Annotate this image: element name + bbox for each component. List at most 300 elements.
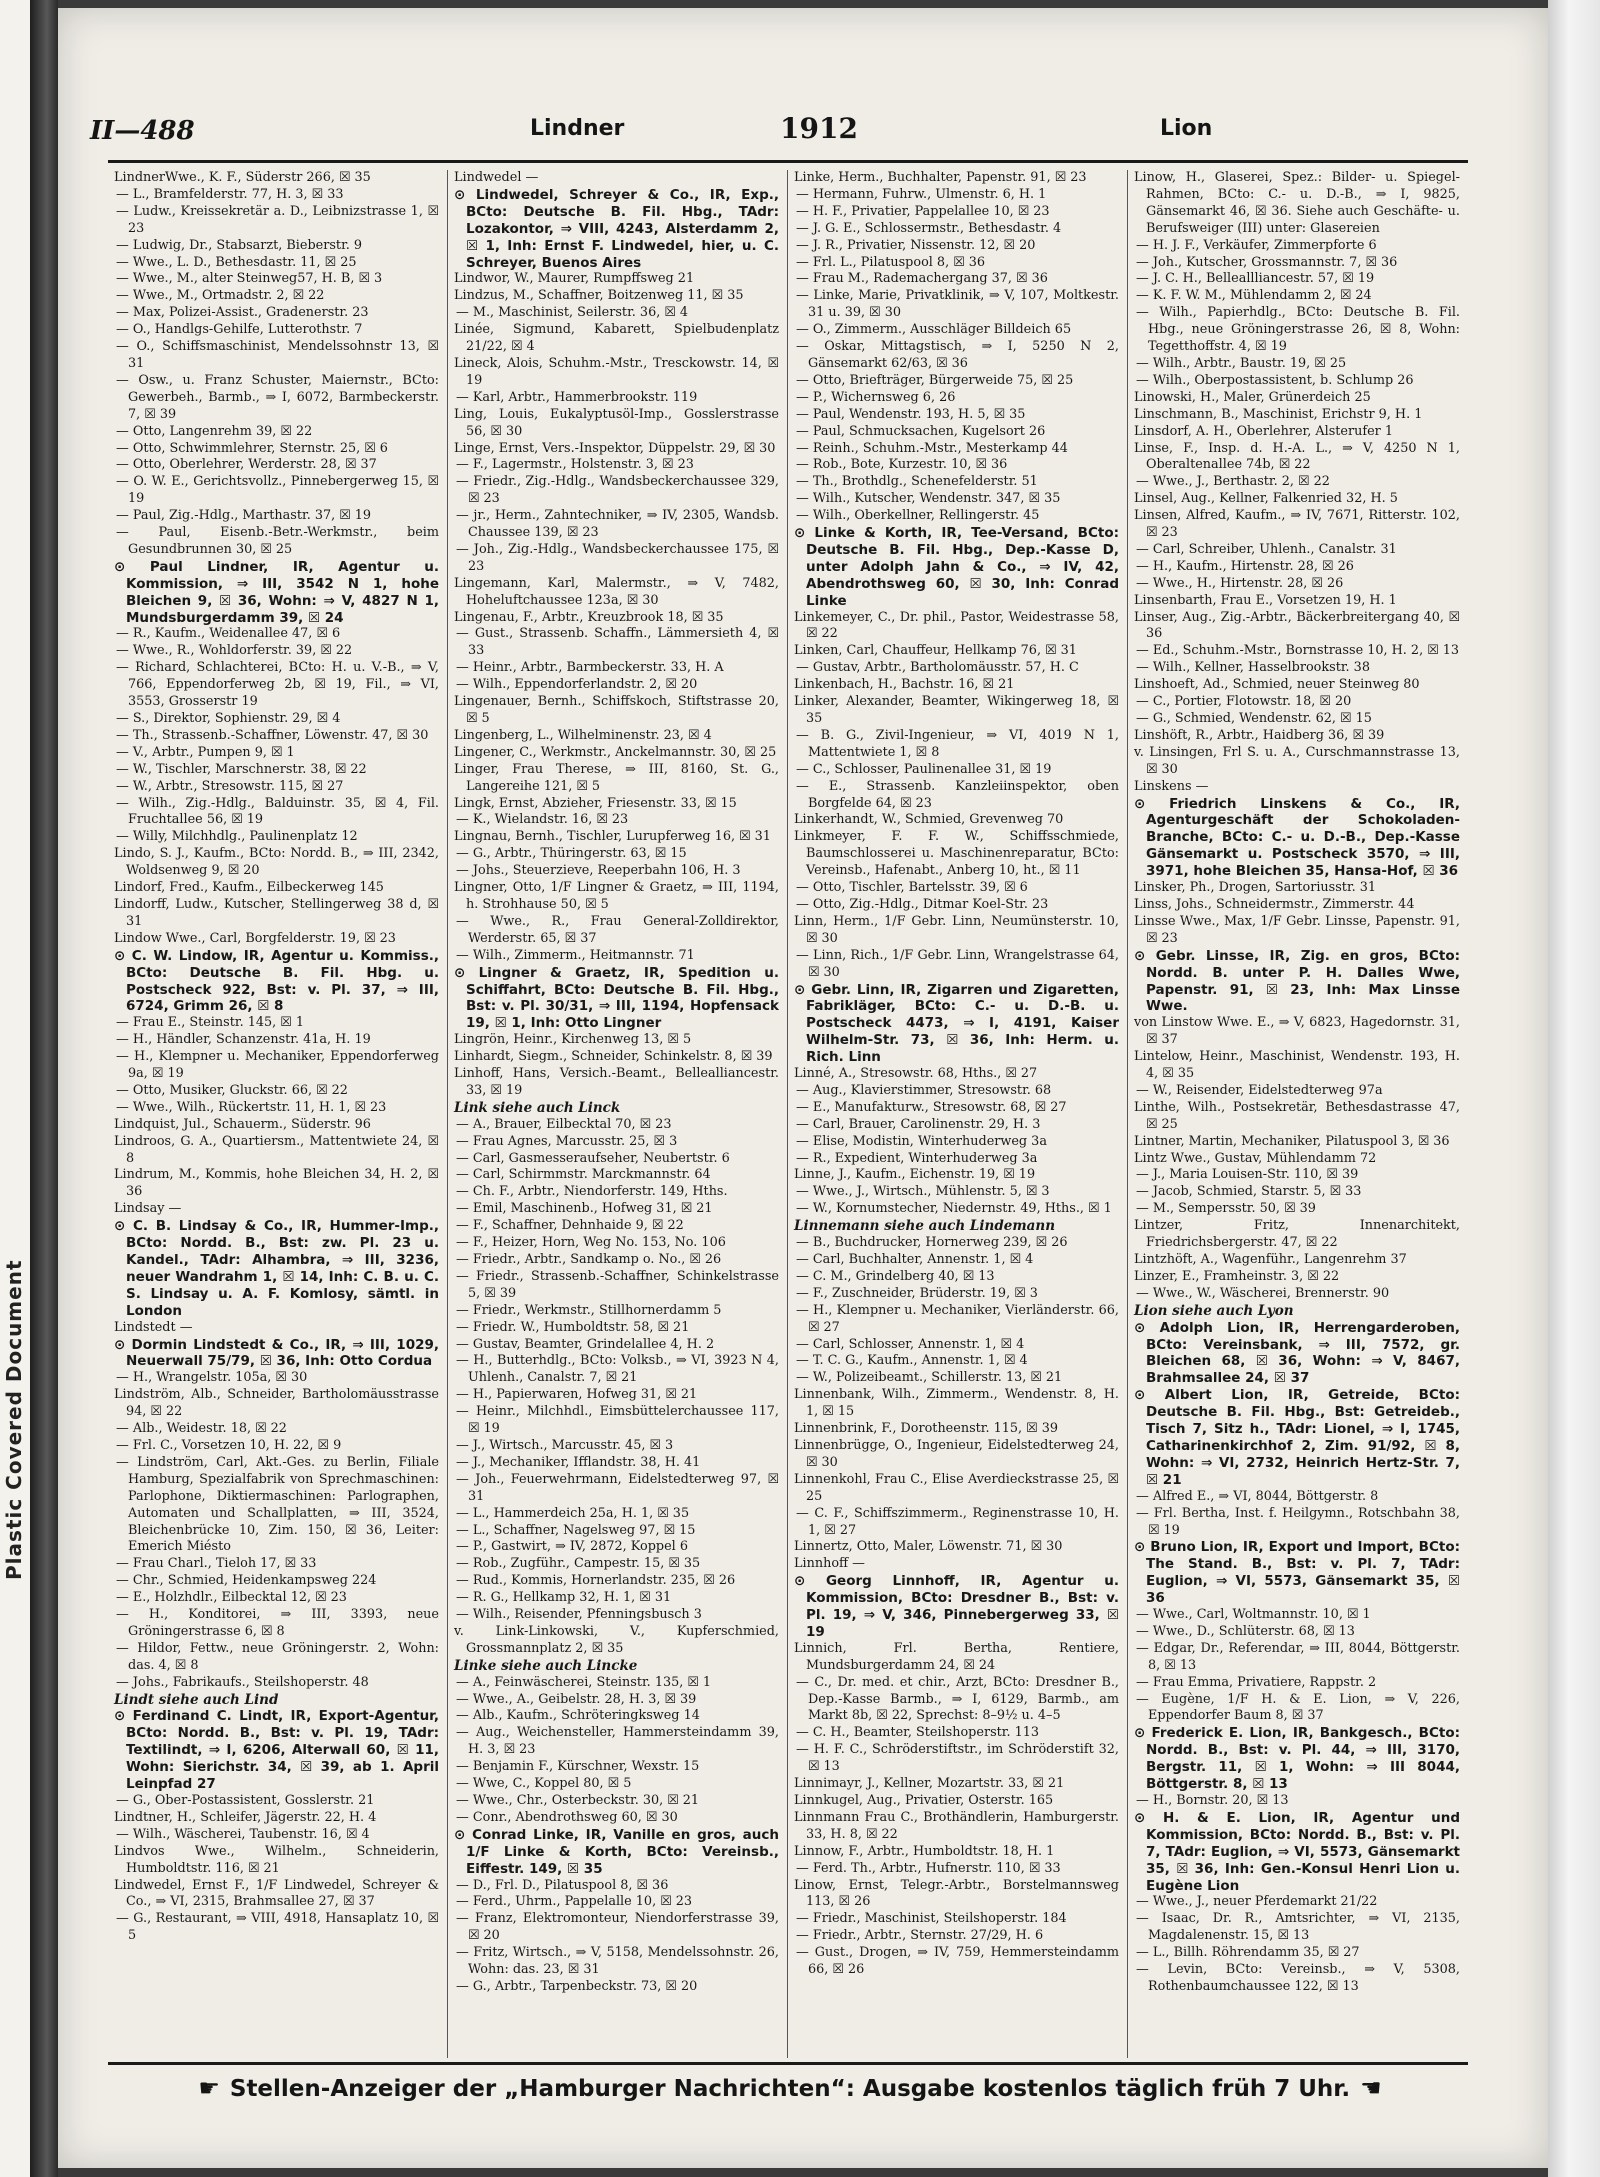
- directory-entry: — F., Schaffner, Dehnhaide 9, ☒ 22: [456, 1218, 684, 1234]
- directory-entry: — Th., Brothdlg., Schenefelderstr. 51: [796, 474, 1038, 490]
- directory-entry: Linnkugel, Aug., Privatier, Osterstr. 165: [794, 1793, 1054, 1808]
- directory-entry: Linsse Wwe., Max, 1/F Gebr. Linsse, Papenstr. 91, ☒ 23: [1134, 913, 1460, 946]
- directory-entry: — Ferd., Uhrm., Pappelalle 10, ☒ 23: [456, 1894, 693, 1910]
- directory-entry: — Ferd. Th., Arbtr., Hufnerstr. 110, ☒ 33: [796, 1860, 1061, 1876]
- directory-entry: — Carl, Brauer, Carolinenstr. 29, H. 3: [796, 1116, 1041, 1132]
- directory-entry: — Alfred E., ⇒ VI, 8044, Böttgerstr. 8: [1136, 1488, 1379, 1504]
- directory-entry: Linschmann, B., Maschinist, Erichstr 9, H. 1: [1134, 406, 1423, 422]
- directory-entry: Linkemeyer, C., Dr. phil., Pastor, Weidestrasse 58, ☒ 22: [794, 609, 1119, 642]
- directory-entry: Lintzer, Fritz, Innenarchitekt, Friedrichsbergerstr. 47, ☒ 22: [1134, 1218, 1460, 1251]
- directory-entry: — Frau Charl., Tieloh 17, ☒ 33: [116, 1556, 317, 1572]
- directory-entry: — Frau Emma, Privatiere, Rappstr. 2: [1136, 1674, 1377, 1690]
- directory-entry: Linhardt, Siegm., Schneider, Schinkelstr. 8, ☒ 39: [454, 1049, 773, 1065]
- directory-entry: — H., Konditorei, ⇒ III, 3393, neue Gröningerstrasse 6, ☒ 8: [116, 1607, 439, 1639]
- directory-entry: — L., Hammerdeich 25a, H. 1, ☒ 35: [456, 1505, 690, 1521]
- directory-entry: — Otto, Langenrehm 39, ☒ 22: [116, 423, 313, 439]
- directory-entry: Lindstedt —: [114, 1319, 193, 1335]
- pointing-hand-icon: ☛: [198, 2074, 220, 2102]
- directory-entry: — H., Wrangelstr. 105a, ☒ 30: [116, 1370, 308, 1386]
- directory-entry: Lindorf, Fred., Kaufm., Eilbeckerweg 145: [114, 880, 384, 896]
- directory-entry: — Wilh., Kellner, Hasselbrookstr. 38: [1136, 660, 1370, 676]
- directory-entry: Lintelow, Heinr., Maschinist, Wendenstr. 193, H. 4, ☒ 35: [1134, 1049, 1460, 1082]
- directory-entry: — P., Gastwirt, ⇒ IV, 2872, Koppel 6: [456, 1539, 688, 1555]
- directory-entry: Lindorff, Ludw., Kutscher, Stellingerweg 38 d, ☒ 31: [114, 896, 439, 929]
- directory-entry: Linshöft, R., Arbtr., Haidberg 36, ☒ 39: [1134, 727, 1385, 743]
- directory-entry: ⊙ Bruno Lion, IR, Export und Import, BCto: The Stand. B., Bst: v. Pl. 7, TAdr: Euglion, ⇒ VI, 5573, Gänsemarkt 35, ☒ 36: [1134, 1539, 1460, 1607]
- directory-entry: — Wilh., Reisender, Pfenningsbusch 3: [456, 1607, 702, 1623]
- page-header: [90, 110, 1450, 154]
- directory-entry: — W., Tischler, Marschnerstr. 38, ☒ 22: [116, 761, 367, 777]
- directory-entry: — Paul, Schmucksachen, Kugelsort 26: [796, 423, 1046, 439]
- directory-entry: Lingemann, Karl, Malermstr., ⇒ V, 7482, Hoheluftchaussee 123a, ☒ 30: [454, 575, 779, 608]
- directory-entry: — Th., Strassenb.-Schaffner, Löwenstr. 47, ☒ 30: [116, 727, 429, 743]
- directory-entry: ⊙ Lingner & Graetz, IR, Spedition u. Schiffahrt, BCto: Deutsche B. Fil. Hbg., Bst: v. Pl. 30/31, ⇒ III, 1194, Hopfensack 19, ☒ 1, Inh: Otto Lingner: [454, 964, 779, 1032]
- directory-entry: Linhoff, Hans, Versich.-Beamt., Bellealliancestr. 33, ☒ 19: [454, 1066, 779, 1098]
- directory-entry: — F., Zuschneider, Brüderstr. 19, ☒ 3: [796, 1285, 1038, 1301]
- directory-entry: ⊙ Conrad Linke, IR, Vanille en gros, auch 1/F Linke & Korth, BCto: Vereinsb., Eiffestr. 149, ☒ 35: [454, 1826, 779, 1877]
- directory-entry: — Johs., Steuerzieve, Reeperbahn 106, H. 3: [456, 863, 741, 879]
- directory-column-1: [108, 170, 448, 2058]
- directory-entry: — Wilh., Papierhdlg., BCto: Deutsche B. Fil. Hbg., neue Gröningerstrasse 26, ☒ 8, Wohn: Tegetthoffstr. 4, ☒ 19: [1136, 305, 1460, 355]
- directory-entry: ⊙ Dormin Lindstedt & Co., IR, ⇒ III, 1029, Neuerwall 75/79, ☒ 36, Inh: Otto Cordua: [114, 1336, 439, 1370]
- directory-entry: — H., Kaufm., Hirtenstr. 28, ☒ 26: [1136, 558, 1354, 574]
- directory-entry: — Hildor, Fettw., neue Gröningerstr. 2, Wohn: das. 4, ☒ 8: [116, 1640, 439, 1673]
- directory-column-3: [788, 170, 1128, 2058]
- directory-entry: — C. H., Beamter, Steilshoperstr. 113: [796, 1725, 1040, 1741]
- directory-entry: — Otto, Briefträger, Bürgerweide 75, ☒ 25: [796, 372, 1074, 388]
- directory-entry: — P., Wichernsweg 6, 26: [796, 389, 956, 405]
- directory-entry: Linser, Aug., Zig.-Arbtr., Bäckerbreitergang 40, ☒ 36: [1134, 609, 1460, 642]
- directory-entry: — C., Schlosser, Paulinenallee 31, ☒ 19: [796, 761, 1052, 777]
- directory-entry: — Chr., Schmied, Heidenkampsweg 224: [116, 1573, 377, 1589]
- directory-entry: — Wwe., M., Ortmadstr. 2, ☒ 22: [116, 288, 325, 304]
- directory-entry: Lindo, S. J., Kaufm., BCto: Nordd. B., ⇒ III, 2342, Woldsenweg 9, ☒ 20: [114, 846, 439, 879]
- directory-entry: — Hermann, Fuhrw., Ulmenstr. 6, H. 1: [796, 186, 1047, 202]
- directory-entry: — Alb., Kaufm., Schröteringksweg 14: [456, 1708, 700, 1724]
- directory-entry: — Wwe., Chr., Osterbeckstr. 30, ☒ 21: [456, 1793, 700, 1808]
- directory-entry: Linger, Frau Therese, ⇒ III, 8160, St. G., Langereihe 121, ☒ 5: [454, 761, 779, 794]
- directory-entry: — Wwe., Wilh., Rückertstr. 11, H. 1, ☒ 23: [116, 1099, 387, 1115]
- directory-entry: ⊙ Paul Lindner, IR, Agentur u. Kommission, ⇒ III, 3542 N 1, hohe Bleichen 9, ☒ 36, Wohn: ⇒ V, 4827 N 1, Mundsburgerdamm 39, ☒ 24: [114, 558, 439, 626]
- directory-entry: — H., Bornstr. 20, ☒ 13: [1136, 1793, 1289, 1808]
- directory-entry: — Friedr., Arbtr., Sternstr. 27/29, H. 6: [796, 1928, 1044, 1944]
- directory-entry: Lingener, C., Werkmstr., Anckelmannstr. 30, ☒ 25: [454, 744, 777, 760]
- directory-entry: — J., Mechaniker, Ifflandstr. 38, H. 41: [456, 1454, 701, 1470]
- directory-entry: — Friedr., Maschinist, Steilshoperstr. 184: [796, 1911, 1067, 1927]
- directory-entry: — Friedr. W., Humboldtstr. 58, ☒ 21: [456, 1319, 690, 1335]
- left-document-strip: [0, 0, 32, 2177]
- directory-entry: — M., Sempersstr. 50, ☒ 39: [1136, 1201, 1316, 1217]
- pointing-hand-icon: ☚: [1360, 2074, 1382, 2102]
- directory-entry: Linnhoff —: [794, 1556, 865, 1572]
- directory-entry: — Aug., Weichensteller, Hammersteindamm 39, H. 3, ☒ 23: [456, 1725, 779, 1758]
- directory-entry: Lintner, Martin, Mechaniker, Pilatuspool 3, ☒ 36: [1134, 1133, 1450, 1149]
- directory-entry: — Reinh., Schuhm.-Mstr., Mesterkamp 44: [796, 440, 1068, 456]
- directory-entry: — Linn, Rich., 1/F Gebr. Linn, Wrangelstrasse 64, ☒ 30: [796, 947, 1119, 980]
- directory-entry: Linnenbank, Wilh., Zimmerm., Wendenstr. 8, H. 1, ☒ 15: [794, 1387, 1119, 1420]
- directory-entry: — J. G. E., Schlossermstr., Bethesdastr. 4: [796, 220, 1062, 236]
- directory-entry: — H. F., Privatier, Pappelallee 10, ☒ 23: [796, 203, 1050, 219]
- directory-entry: Linnimayr, J., Kellner, Mozartstr. 33, ☒ 21: [794, 1776, 1065, 1792]
- directory-entry: ⊙ C. W. Lindow, IR, Agentur u. Kommiss., BCto: Deutsche B. Fil. Hbg. u. Postscheck 922, Bst: v. Pl. 37, ⇒ III, 6724, Grimm 26, ☒ 8: [114, 947, 439, 1015]
- directory-entry: Linnertz, Otto, Maler, Löwenstr. 71, ☒ 30: [794, 1539, 1063, 1555]
- directory-entry: Linnenbrügge, O., Ingenieur, Eidelstedterweg 24, ☒ 30: [794, 1437, 1119, 1470]
- directory-entry: — V., Arbtr., Pumpen 9, ☒ 1: [116, 744, 295, 760]
- directory-entry: — Friedr., Arbtr., Sandkamp o. No., ☒ 26: [456, 1252, 722, 1267]
- directory-entry: — W., Reisender, Eidelstedterweg 97a: [1136, 1082, 1383, 1098]
- directory-entry: — Wwe., R., Wohldorferstr. 39, ☒ 22: [116, 643, 353, 659]
- directory-entry: ⊙ H. & E. Lion, IR, Agentur und Kommission, BCto: Nordd. B., Bst: v. Pl. 7, TAdr: Euglion, ⇒ VI, 5573, Gänsemarkt 35, ☒ 36, Inh: Gen.-Konsul Henri Lion u. Eugène Lion: [1134, 1809, 1460, 1894]
- directory-entry: Lindwedel —: [454, 170, 539, 185]
- directory-entry: — Heinr., Milchhdl., Eimsbüttelerchaussee 117, ☒ 19: [456, 1404, 779, 1437]
- directory-entry: LindnerWwe., K. F., Süderstr 266, ☒ 35: [114, 170, 371, 185]
- directory-entry: Linn, Herm., 1/F Gebr. Linn, Neumünsterstr. 10, ☒ 30: [794, 913, 1119, 946]
- directory-entry: — Otto, Zig.-Hdlg., Ditmar Koel-Str. 23: [796, 896, 1049, 912]
- directory-entry: ⊙ Gebr. Linsse, IR, Zig. en gros, BCto: Nordd. B. unter P. H. Dalles Wwe, Papenstr. 91, ☒ 23, Inh: Max Linsse Wwe.: [1134, 947, 1460, 1015]
- directory-entry: — Wwe., Carl, Woltmannstr. 10, ☒ 1: [1136, 1607, 1371, 1623]
- directory-entry: — Paul, Wendenstr. 193, H. 5, ☒ 35: [796, 406, 1026, 422]
- directory-entry: Lindzus, M., Schaffner, Boitzenweg 11, ☒ 35: [454, 288, 744, 304]
- directory-entry: — O., Zimmerm., Ausschläger Billdeich 65: [796, 322, 1072, 338]
- directory-entry: — Richard, Schlachterei, BCto: H. u. V.-B., ⇒ V, 766, Eppendorferweg 2b, ☒ 19, Fil., ⇒ VI, 3553, Grosserstr 19: [116, 660, 439, 710]
- directory-entry: Linnemann siehe auch Lindemann: [794, 1218, 1056, 1235]
- directory-entry: Linke siehe auch Lincke: [454, 1657, 638, 1674]
- directory-entry: Lindwor, W., Maurer, Rumpffsweg 21: [454, 271, 695, 287]
- directory-column-2: [448, 170, 788, 2058]
- directory-entry: — Frl. L., Pilatuspool 8, ☒ 36: [796, 254, 986, 270]
- directory-entry: — Friedr., Werkmstr., Stillhornerdamm 5: [456, 1302, 722, 1318]
- last-name-header: Lion: [1160, 116, 1213, 141]
- directory-entry: ⊙ Adolph Lion, IR, Herrengarderoben, BCto: Vereinsbank, ⇒ III, 7572, gr. Bleichen 68, ☒ 36, Wohn: ⇒ V, 8467, Brahmsallee 24, ☒ 37: [1134, 1319, 1460, 1387]
- directory-entry: Lion siehe auch Lyon: [1134, 1302, 1294, 1319]
- directory-entry: — Wilh., Oberpostassistent, b. Schlump 26: [1136, 372, 1414, 388]
- directory-entry: — Gustav, Beamter, Grindelallee 4, H. 2: [456, 1336, 715, 1352]
- directory-entry: Lintzhöft, A., Wagenführ., Langenrehm 37: [1134, 1252, 1407, 1267]
- directory-entry: — Wwe., W., Wäscherei, Brennerstr. 90: [1136, 1285, 1390, 1301]
- directory-entry: — Paul, Zig.-Hdlg., Marthastr. 37, ☒ 19: [116, 508, 372, 524]
- directory-entry: — Wilh., Wäscherei, Taubenstr. 16, ☒ 4: [116, 1826, 370, 1842]
- directory-entry: — H. J. F., Verkäufer, Zimmerpforte 6: [1136, 237, 1377, 253]
- directory-entry: — Wwe., D., Schlüterstr. 68, ☒ 13: [1136, 1623, 1355, 1639]
- directory-entry: Link siehe auch Linck: [454, 1099, 621, 1116]
- directory-entry: — S., Direktor, Sophienstr. 29, ☒ 4: [116, 711, 341, 726]
- directory-entry: Lindrum, M., Kommis, hohe Bleichen 34, H. 2, ☒ 36: [114, 1167, 439, 1200]
- directory-entry: von Linstow Wwe. E., ⇒ V, 6823, Hagedornstr. 31, ☒ 37: [1134, 1015, 1460, 1048]
- directory-entry: Lindroos, G. A., Quartiersm., Mattentwiete 24, ☒ 8: [114, 1133, 439, 1166]
- directory-entry: — O. W. E., Gerichtsvollz., Pinnebergerweg 15, ☒ 19: [116, 474, 439, 507]
- directory-entry: — Wwe., M., alter Steinweg57, H. B, ☒ 3: [116, 271, 383, 287]
- directory-entry: ⊙ Gebr. Linn, IR, Zigarren und Zigaretten, Fabrikläger, BCto: C.- u. D.-B. u. Postscheck 4473, ⇒ I, 4191, Kaiser Wilhelm-Str. 73, ☒ 36, Inh: Herm. u. Rich. Linn: [794, 981, 1119, 1066]
- directory-entry: Linkmeyer, F. F. W., Schiffsschmiede, Baumschlosserei u. Maschinenreparatur, BCto: Vereinsb., Hafenabt., Anberg 10, ht., ☒ 11: [794, 829, 1119, 879]
- directory-entry: — H., Klempner u. Mechaniker, Vierländerstr. 66, ☒ 27: [796, 1302, 1119, 1335]
- directory-entry: — G., Arbtr., Thüringerstr. 63, ☒ 15: [456, 846, 687, 862]
- directory-entry: — Gust., Drogen, ⇒ IV, 759, Hemmersteindamm 66, ☒ 26: [796, 1945, 1119, 1978]
- directory-entry: Linskens —: [1134, 778, 1209, 794]
- directory-entry: — Wilh., Eppendorferlandstr. 2, ☒ 20: [456, 677, 698, 693]
- directory-entry: Lingnau, Bernh., Tischler, Lurupferweg 16, ☒ 31: [454, 829, 771, 845]
- directory-entry: — Carl, Gasmesseraufseher, Neubertstr. 6: [456, 1150, 730, 1166]
- directory-entry: — Isaac, Dr. R., Amtsrichter, ⇒ VI, 2135, Magdalenenstr. 15, ☒ 13: [1136, 1911, 1460, 1944]
- directory-entry: — Rob., Bote, Kurzestr. 10, ☒ 36: [796, 457, 1008, 473]
- directory-entry: — O., Schiffsmaschinist, Mendelssohnstr 13, ☒ 31: [116, 339, 439, 371]
- directory-entry: — W., Polizeibeamt., Schillerstr. 13, ☒ 21: [796, 1370, 1063, 1386]
- directory-entry: Linne, J., Kaufm., Eichenstr. 19, ☒ 19: [794, 1167, 1036, 1183]
- directory-entry: — H., Papierwaren, Hofweg 31, ☒ 21: [456, 1387, 698, 1403]
- directory-entry: — G., Restaurant, ⇒ VIII, 4918, Hansaplatz 10, ☒ 5: [116, 1911, 439, 1944]
- directory-entry: Linzer, E., Framheinstr. 3, ☒ 22: [1134, 1268, 1340, 1284]
- directory-entry: — B. G., Zivil-Ingenieur, ⇒ VI, 4019 N 1, Mattentwiete 1, ☒ 8: [796, 727, 1119, 760]
- directory-entry: — C. F., Schiffszimmerm., Reginenstrasse 10, H. 1, ☒ 27: [796, 1505, 1119, 1538]
- directory-entry: — Wilh., Oberkellner, Rellingerstr. 45: [796, 508, 1040, 524]
- directory-entry: Linge, Ernst, Vers.-Inspektor, Düppelstr. 29, ☒ 30: [454, 440, 776, 456]
- directory-entry: — Joh., Kutscher, Grossmannstr. 7, ☒ 36: [1136, 254, 1398, 270]
- directory-entry: — R. G., Hellkamp 32, H. 1, ☒ 31: [456, 1590, 672, 1606]
- directory-entry: Linnenkohl, Frau C., Elise Averdieckstrasse 25, ☒ 25: [794, 1471, 1119, 1504]
- directory-entry: Ling, Louis, Eukalyptusöl-Imp., Gosslerstrasse 56, ☒ 30: [454, 406, 779, 439]
- directory-entry: — Rob., Zugführ., Campestr. 15, ☒ 35: [456, 1556, 701, 1572]
- directory-entry: — F., Heizer, Horn, Weg No. 153, No. 106: [456, 1235, 726, 1251]
- directory-entry: — Frau Agnes, Marcusstr. 25, ☒ 3: [456, 1133, 678, 1149]
- directory-entry: — A., Feinwäscherei, Steinstr. 135, ☒ 1: [456, 1674, 712, 1690]
- directory-entry: — Wilh., Kutscher, Wendenstr. 347, ☒ 35: [796, 491, 1061, 507]
- directory-entry: — H. F. C., Schröderstiftstr., im Schröderstift 32, ☒ 13: [796, 1742, 1119, 1775]
- directory-entry: — L., Billh. Röhrendamm 35, ☒ 27: [1136, 1945, 1360, 1961]
- directory-entry: — Wwe., A., Geibelstr. 28, H. 3, ☒ 39: [456, 1691, 697, 1707]
- directory-entry: — Emil, Maschinenb., Hofweg 31, ☒ 21: [456, 1201, 713, 1217]
- page-edge: [1548, 0, 1600, 2177]
- directory-entry: — Carl, Buchhalter, Annenstr. 1, ☒ 4: [796, 1252, 1034, 1267]
- directory-entry: — Wwe., L. D., Bethesdastr. 11, ☒ 25: [116, 254, 357, 270]
- directory-entry: — C., Portier, Flotowstr. 18, ☒ 20: [1136, 694, 1352, 710]
- directory-entry: Lineck, Alois, Schuhm.-Mstr., Tresckowstr. 14, ☒ 19: [454, 355, 779, 388]
- directory-entry: — Carl, Schlosser, Annenstr. 1, ☒ 4: [796, 1336, 1025, 1352]
- directory-entry: — H., Butterhdlg., BCto: Volksb., ⇒ VI, 3923 N 4, Uhlenh., Canalstr. 7, ☒ 21: [456, 1353, 779, 1386]
- directory-entry: — Lindström, Carl, Akt.-Ges. zu Berlin, Filiale Hamburg, Spezialfabrik von Sprechmaschinen: Parlophone, Diktiermaschinen: Parlographen, Automaten und Schallplatten, ⇒ III, 3524, Bleichenbrücke 10, Zim. 150, ☒ 36, Leiter: Emerich Miésto: [116, 1454, 439, 1555]
- directory-entry: — E., Strassenb. Kanzleiinspektor, oben Borgfelde 64, ☒ 23: [796, 778, 1119, 811]
- directory-entry: — H., Klempner u. Mechaniker, Eppendorferweg 9a, ☒ 19: [116, 1049, 439, 1082]
- footer-ad-text: Stellen-Anzeiger der „Hamburger Nachrichten“: Ausgabe kostenlos täglich früh 7 Uhr.: [229, 2076, 1351, 2102]
- directory-entry: — Frl. C., Vorsetzen 10, H. 22, ☒ 9: [116, 1437, 342, 1453]
- directory-entry: ⊙ Georg Linnhoff, IR, Agentur u. Kommission, BCto: Dresdner B., Bst: v. Pl. 19, ⇒ V, 346, Pinnebergerweg 33, ☒ 19: [794, 1573, 1119, 1640]
- directory-entry: — W., Kornumstecher, Niedernstr. 49, Hths., ☒ 1: [796, 1201, 1112, 1217]
- directory-entry: — Wwe., R., Frau General-Zolldirektor, Werderstr. 65, ☒ 37: [456, 913, 779, 946]
- directory-entry: Lindquist, Jul., Schauerm., Süderstr. 96: [114, 1116, 371, 1132]
- directory-entry: ⊙ Albert Lion, IR, Getreide, BCto: Deutsche B. Fil. Hbg., Bst: Getreideb., Tisch 7, Sitz h., TAdr: Lionel, ⇒ I, 1745, Catharinenkirchhof 2, Zim. 91/92, ☒ 8, Wohn: ⇒ VI, 2732, Heinrich Hertz-Str. 7, ☒ 21: [1134, 1387, 1460, 1488]
- directory-entry: — Paul, Eisenb.-Betr.-Werkmstr., beim Gesundbrunnen 30, ☒ 25: [116, 525, 439, 557]
- directory-entry: Linowski, H., Maler, Grünerdeich 25: [1134, 389, 1371, 405]
- directory-entry: ⊙ C. B. Lindsay & Co., IR, Hummer-Imp., BCto: Nordd. B., Bst: zw. Pl. 23 u. Kandel., TAdr: Alhambra, ⇒ III, 3236, neuer Wandrahm 1, ☒ 14, Inh: C. B. u. C. S. Lindsay u. A. F. Komlosy, sämtl. in London: [114, 1218, 439, 1319]
- directory-entry: — Wilh., Zig.-Hdlg., Balduinstr. 35, ☒ 4, Fil. Fruchtallee 56, ☒ 19: [116, 795, 439, 828]
- directory-entry: Lintz Wwe., Gustav, Mühlendamm 72: [1134, 1150, 1377, 1166]
- directory-entry: — Eugène, 1/F H. & E. Lion, ⇒ V, 226, Eppendorfer Baum 8, ☒ 37: [1136, 1691, 1460, 1724]
- directory-entry: — Karl, Arbtr., Hammerbrookstr. 119: [456, 389, 698, 405]
- directory-entry: Lindtner, H., Schleifer, Jägerstr. 22, H. 4: [114, 1809, 377, 1825]
- directory-entry: ⊙ Linke & Korth, IR, Tee-Versand, BCto: Deutsche B. Fil. Hbg., Dep.-Kasse D, unter Adolph Jahn & Co., ⇒ IV, 42, Abendrothsweg 60, ☒ 30, Inh: Conrad Linke: [794, 525, 1119, 609]
- directory-entry: Lindt siehe auch Lind: [114, 1691, 279, 1708]
- directory-entry: Lingenau, F., Arbtr., Kreuzbrook 18, ☒ 35: [454, 609, 724, 625]
- directory-entry: — Wwe., J., Berthastr. 2, ☒ 22: [1136, 474, 1330, 490]
- directory-entry: — K., Wielandstr. 16, ☒ 23: [456, 812, 629, 828]
- directory-entry: — Gust., Strassenb. Schaffn., Lämmersieth 4, ☒ 33: [456, 626, 779, 659]
- directory-entry: Linsel, Aug., Kellner, Falkenried 32, H. 5: [1134, 491, 1398, 507]
- directory-entry: ⊙ Friedrich Linskens & Co., IR, Agenturgeschäft der Schokoladen-Branche, BCto: C.- u. D.-B., Dep.-Kasse Gänsemarkt u. Postscheck 3570, ⇒ III, 3971, hohe Bleichen 35, Hansa-Hof, ☒ 36: [1134, 795, 1460, 880]
- directory-entry: — Otto, Musiker, Gluckstr. 66, ☒ 22: [116, 1082, 348, 1098]
- directory-entry: Linsenbarth, Frau E., Vorsetzen 19, H. 1: [1134, 592, 1397, 608]
- directory-entry: — T. C. G., Kaufm., Annenstr. 1, ☒ 4: [796, 1353, 1028, 1369]
- directory-entry: — Ludw., Kreissekretär a. D., Leibnizstrasse 1, ☒ 23: [116, 203, 439, 236]
- directory-entry: — Ed., Schuhm.-Mstr., Bornstrasse 10, H. 2, ☒ 13: [1136, 643, 1460, 659]
- directory-entry: — C., Dr. med. et chir., Arzt, BCto: Dresdner B., Dep.-Kasse Barmb., ⇒ I, 6129, Barmb., am Markt 8b, ☒ 22, Sprechst: 8–9½ u. 4–5: [796, 1674, 1119, 1724]
- directory-entry: — A., Brauer, Eilbecktal 70, ☒ 23: [456, 1116, 672, 1132]
- directory-entry: — jr., Herm., Zahntechniker, ⇒ IV, 2305, Wandsb. Chaussee 139, ☒ 23: [456, 508, 779, 541]
- directory-entry: Linsker, Ph., Drogen, Sartoriusstr. 31: [1134, 880, 1377, 896]
- directory-entry: Linke, Herm., Buchhalter, Papenstr. 91, ☒ 23: [794, 170, 1087, 185]
- directory-entry: Linss, Johs., Schneidermstr., Zimmerstr. 44: [1134, 896, 1415, 912]
- directory-entry: — D., Frl. D., Pilatuspool 8, ☒ 36: [456, 1877, 669, 1893]
- directory-entry: — G., Ober-Postassistent, Gosslerstr. 21: [116, 1793, 375, 1808]
- directory-entry: Linse, F., Insp. d. H.-A. L., ⇒ V, 4250 N 1, Oberaltenallee 74b, ☒ 22: [1134, 440, 1460, 473]
- directory-entry: — W., Arbtr., Stresowstr. 115, ☒ 27: [116, 778, 344, 794]
- first-name-header: Lindner: [530, 116, 625, 141]
- directory-entry: — Benjamin F., Kürschner, Wexstr. 15: [456, 1759, 700, 1775]
- directory-entry: — Joh., Zig.-Hdlg., Wandsbeckerchaussee 175, ☒ 23: [456, 541, 779, 574]
- directory-entry: — Jacob, Schmied, Starstr. 5, ☒ 33: [1136, 1184, 1362, 1200]
- directory-entry: — Wwe., J., Wirtsch., Mühlenstr. 5, ☒ 3: [796, 1184, 1050, 1200]
- directory-entry: — G., Schmied, Wendenstr. 62, ☒ 15: [1136, 711, 1372, 726]
- directory-entry: — Conr., Abendrothsweg 60, ☒ 30: [456, 1809, 678, 1825]
- directory-entry: — E., Manufakturw., Stresowstr. 68, ☒ 27: [796, 1099, 1067, 1115]
- directory-entry: ⊙ Frederick E. Lion, IR, Bankgesch., BCto: Nordd. B., Bst: v. Pl. 44, ⇒ III, 3170, Bergstr. 11, ☒ 1, Wohn: ⇒ III 8044, Böttgerstr. 8, ☒ 13: [1134, 1725, 1460, 1793]
- directory-entry: ⊙ Ferdinand C. Lindt, IR, Export-Agentur, BCto: Nordd. B., Bst: v. Pl. 19, TAdr: Textilindt, ⇒ I, 6206, Alterwall 60, ☒ 11, Wohn: Sierichstr. 34, ☒ 39, ab 1. April Leinpfad 27: [114, 1708, 439, 1793]
- directory-entry: — Willy, Milchhdlg., Paulinenplatz 12: [116, 829, 358, 845]
- directory-entry: Lingenauer, Bernh., Schiffskoch, Stiftstrasse 20, ☒ 5: [454, 694, 779, 726]
- directory-entry: — F., Lagermstr., Holstenstr. 3, ☒ 23: [456, 457, 694, 473]
- directory-entry: — Carl, Schreiber, Uhlenh., Canalstr. 31: [1136, 541, 1397, 557]
- directory-entry: — J., Wirtsch., Marcusstr. 45, ☒ 3: [456, 1437, 674, 1453]
- directory-entry: — C. M., Grindelberg 40, ☒ 13: [796, 1268, 995, 1284]
- directory-entry: — Oskar, Mittagstisch, ⇒ I, 5250 N 2, Gänsemarkt 62/63, ☒ 36: [796, 339, 1119, 371]
- directory-entry: Linsdorf, A. H., Oberlehrer, Alsterufer 1: [1134, 423, 1393, 439]
- directory-entry: — Elise, Modistin, Winterhuderweg 3a: [796, 1133, 1047, 1149]
- directory-entry: — Wwe., J., neuer Pferdemarkt 21/22: [1136, 1894, 1378, 1910]
- directory-entry: — Rud., Kommis, Hornerlandstr. 235, ☒ 26: [456, 1573, 736, 1589]
- directory-entry: — R., Expedient, Winterhuderweg 3a: [796, 1150, 1038, 1166]
- directory-entry: — Osw., u. Franz Schuster, Maiernstr., BCto: Gewerbeh., Barmb., ⇒ I, 6072, Barmbeckerstr. 7, ☒ 39: [116, 372, 439, 422]
- directory-entry: v. Linsingen, Frl S. u. A., Curschmannstrasse 13, ☒ 30: [1134, 744, 1460, 777]
- directory-entry: — Johs., Fabrikaufs., Steilshoperstr. 48: [116, 1674, 369, 1690]
- directory-entry: Lingenberg, L., Wilhelminenstr. 23, ☒ 4: [454, 727, 712, 743]
- directory-entry: — L., Schaffner, Nagelsweg 97, ☒ 15: [456, 1522, 696, 1538]
- directory-entry: Lindwedel, Ernst F., 1/F Lindwedel, Schreyer & Co., ⇒ VI, 2315, Brahmsallee 27, ☒ 37: [114, 1877, 439, 1910]
- directory-entry: — J. R., Privatier, Nissenstr. 12, ☒ 20: [796, 237, 1036, 253]
- directory-entry: ⊙ Lindwedel, Schreyer & Co., IR, Exp., BCto: Deutsche B. Fil. Hbg., TAdr: Lozakontor, ⇒ VIII, 4243, Alsterdamm 2, ☒ 1, Inh: Ernst F. Lindwedel, hier, u. C. Schreyer, Buenos Aires: [454, 186, 779, 271]
- directory-entry: Linkenbach, H., Bachstr. 16, ☒ 21: [794, 677, 1015, 693]
- header-rule: [108, 160, 1468, 163]
- directory-entry: — Ch. F., Arbtr., Niendorferstr. 149, Hths.: [456, 1184, 728, 1200]
- directory-entry: Linow, Ernst, Telegr.-Arbtr., Borstelmannsweg 113, ☒ 26: [794, 1877, 1119, 1910]
- directory-entry: — Franz, Elektromonteur, Niendorferstrasse 39, ☒ 20: [456, 1911, 779, 1944]
- edge-strip-text: Plastic Covered Document: [2, 1259, 26, 1580]
- directory-entry: Linée, Sigmund, Kabarett, Spielbudenplatz 21/22, ☒ 4: [454, 322, 779, 355]
- directory-entry: — Otto, Tischler, Bartelsstr. 39, ☒ 6: [796, 880, 1028, 896]
- directory-entry: — K. F. W. M., Mühlendamm 2, ☒ 24: [1136, 288, 1372, 304]
- directory-entry: Linshoeft, Ad., Schmied, neuer Steinweg 80: [1134, 677, 1420, 693]
- directory-entry: Linnenbrink, F., Dorotheenstr. 115, ☒ 39: [794, 1421, 1059, 1437]
- directory-entry: — Linke, Marie, Privatklinik, ⇒ V, 107, Moltkestr. 31 u. 39, ☒ 30: [796, 288, 1119, 321]
- directory-entry: — Fritz, Wirtsch., ⇒ V, 5158, Mendelssohnstr. 26, Wohn: das. 23, ☒ 31: [456, 1945, 779, 1978]
- directory-entry: — Wwe., H., Hirtenstr. 28, ☒ 26: [1136, 575, 1344, 591]
- directory-entry: Lindvos Wwe., Wilhelm., Schneiderin, Humboldtstr. 116, ☒ 21: [114, 1843, 439, 1876]
- year-header: 1912: [780, 112, 858, 145]
- directory-entry: — M., Maschinist, Seilerstr. 36, ☒ 4: [456, 305, 689, 321]
- directory-entry: — Frau E., Steinstr. 145, ☒ 1: [116, 1015, 304, 1031]
- directory-entry: — B., Buchdrucker, Hornerweg 239, ☒ 26: [796, 1235, 1068, 1251]
- directory-entry: Linnich, Frl. Bertha, Rentiere, Mundsburgerdamm 24, ☒ 24: [794, 1640, 1119, 1673]
- directory-entry: Linné, A., Stresowstr. 68, Hths., ☒ 27: [794, 1066, 1038, 1082]
- directory-entry: — Frau M., Rademachergang 37, ☒ 36: [796, 271, 1048, 287]
- directory-entry: Linsen, Alfred, Kaufm., ⇒ IV, 7671, Ritterstr. 102, ☒ 23: [1134, 508, 1460, 541]
- directory-entry: — Max, Polizei-Assist., Gradenerstr. 23: [116, 305, 369, 321]
- directory-entry: — Wilh., Zimmerm., Heitmannstr. 71: [456, 947, 695, 963]
- directory-columns: [108, 170, 1468, 2058]
- directory-entry: — Frl. Bertha, Inst. f. Heilgymn., Rotschbahn 38, ☒ 19: [1136, 1505, 1460, 1538]
- directory-entry: — G., Arbtr., Tarpenbeckstr. 73, ☒ 20: [456, 1978, 698, 1994]
- directory-entry: Linkerhandt, W., Schmied, Grevenweg 70: [794, 812, 1064, 828]
- directory-entry: — Joh., Feuerwehrmann, Eidelstedterweg 97, ☒ 31: [456, 1471, 779, 1504]
- directory-entry: — Gustav, Arbtr., Bartholomäusstr. 57, H. C: [796, 660, 1079, 676]
- directory-entry: — Heinr., Arbtr., Barmbeckerstr. 33, H. A: [456, 660, 724, 676]
- directory-entry: — L., Bramfelderstr. 77, H. 3, ☒ 33: [116, 186, 344, 202]
- directory-entry: — Wwe, C., Koppel 80, ☒ 5: [456, 1776, 632, 1792]
- directory-entry: — Aug., Klavierstimmer, Stresowstr. 68: [796, 1082, 1052, 1098]
- directory-entry: — Otto, Oberlehrer, Werderstr. 28, ☒ 37: [116, 457, 377, 473]
- footer-advertisement: [170, 2074, 1410, 2114]
- directory-entry: — Levin, BCto: Vereinsb., ⇒ V, 5308, Rothenbaumchaussee 122, ☒ 13: [1136, 1962, 1460, 1994]
- directory-entry: Lindström, Alb., Schneider, Bartholomäusstrasse 94, ☒ 22: [114, 1387, 439, 1420]
- directory-entry: — R., Kaufm., Weidenallee 47, ☒ 6: [116, 626, 341, 642]
- directory-entry: — Friedr., Zig.-Hdlg., Wandsbeckerchaussee 329, ☒ 23: [456, 474, 779, 507]
- directory-entry: — J., Maria Louisen-Str. 110, ☒ 39: [1136, 1167, 1359, 1183]
- directory-entry: Linker, Alexander, Beamter, Wikingerweg 18, ☒ 35: [794, 694, 1119, 726]
- directory-entry: v. Link-Linkowski, V., Kupferschmied, Grossmannplatz 2, ☒ 35: [454, 1623, 779, 1656]
- directory-entry: — E., Holzhdlr., Eilbecktal 12, ☒ 23: [116, 1590, 347, 1606]
- directory-entry: Lingrön, Heinr., Kirchenweg 13, ☒ 5: [454, 1032, 692, 1048]
- directory-column-4: [1128, 170, 1468, 2058]
- directory-entry: — O., Handlgs-Gehilfe, Lutterothstr. 7: [116, 322, 363, 338]
- directory-entry: — Wilh., Arbtr., Baustr. 19, ☒ 25: [1136, 355, 1347, 371]
- page-number: II—488: [90, 116, 195, 146]
- directory-entry: Linnow, F., Arbtr., Humboldtstr. 18, H. 1: [794, 1843, 1055, 1859]
- footer-rule: [108, 2062, 1468, 2065]
- directory-entry: — Ludwig, Dr., Stabsarzt, Bieberstr. 9: [116, 237, 363, 253]
- directory-entry: — Carl, Schirmmstr. Marckmannstr. 64: [456, 1167, 711, 1183]
- directory-entry: Linnmann Frau C., Brothändlerin, Hamburgerstr. 33, H. 8, ☒ 22: [794, 1809, 1119, 1842]
- directory-entry: Lingk, Ernst, Abzieher, Friesenstr. 33, ☒ 15: [454, 795, 737, 811]
- directory-entry: Lindow Wwe., Carl, Borgfelderstr. 19, ☒ 23: [114, 930, 396, 946]
- directory-entry: Linken, Carl, Chauffeur, Hellkamp 76, ☒ 31: [794, 643, 1077, 659]
- directory-entry: — H., Händler, Schanzenstr. 41a, H. 19: [116, 1032, 371, 1048]
- directory-entry: — Edgar, Dr., Referendar, ⇒ III, 8044, Böttgerstr. 8, ☒ 13: [1136, 1640, 1460, 1673]
- directory-entry: Lingner, Otto, 1/F Lingner & Graetz, ⇒ III, 1194, h. Strohhause 50, ☒ 5: [454, 880, 779, 912]
- directory-entry: — J. C. H., Belleallliancestr. 57, ☒ 19: [1136, 271, 1375, 287]
- directory-entry: — Otto, Schwimmlehrer, Sternstr. 25, ☒ 6: [116, 440, 388, 456]
- directory-entry: Linow, H., Glaserei, Spez.: Bilder- u. Spiegel-Rahmen, BCto: C.- u. D.-B., ⇒ I, 9825, Gänsemarkt 46, ☒ 36. Siehe auch Geschäfte- u. Berufsweiger (III) unter: Glasereien: [1134, 170, 1460, 236]
- directory-entry: Linthe, Wilh., Postsekretär, Bethesdastrasse 47, ☒ 25: [1134, 1099, 1460, 1132]
- directory-entry: Lindsay —: [114, 1201, 182, 1217]
- book-binding: [30, 0, 58, 2177]
- directory-entry: — Alb., Weidestr. 18, ☒ 22: [116, 1421, 287, 1437]
- directory-entry: — Friedr., Strassenb.-Schaffner, Schinkelstrasse 5, ☒ 39: [456, 1268, 779, 1301]
